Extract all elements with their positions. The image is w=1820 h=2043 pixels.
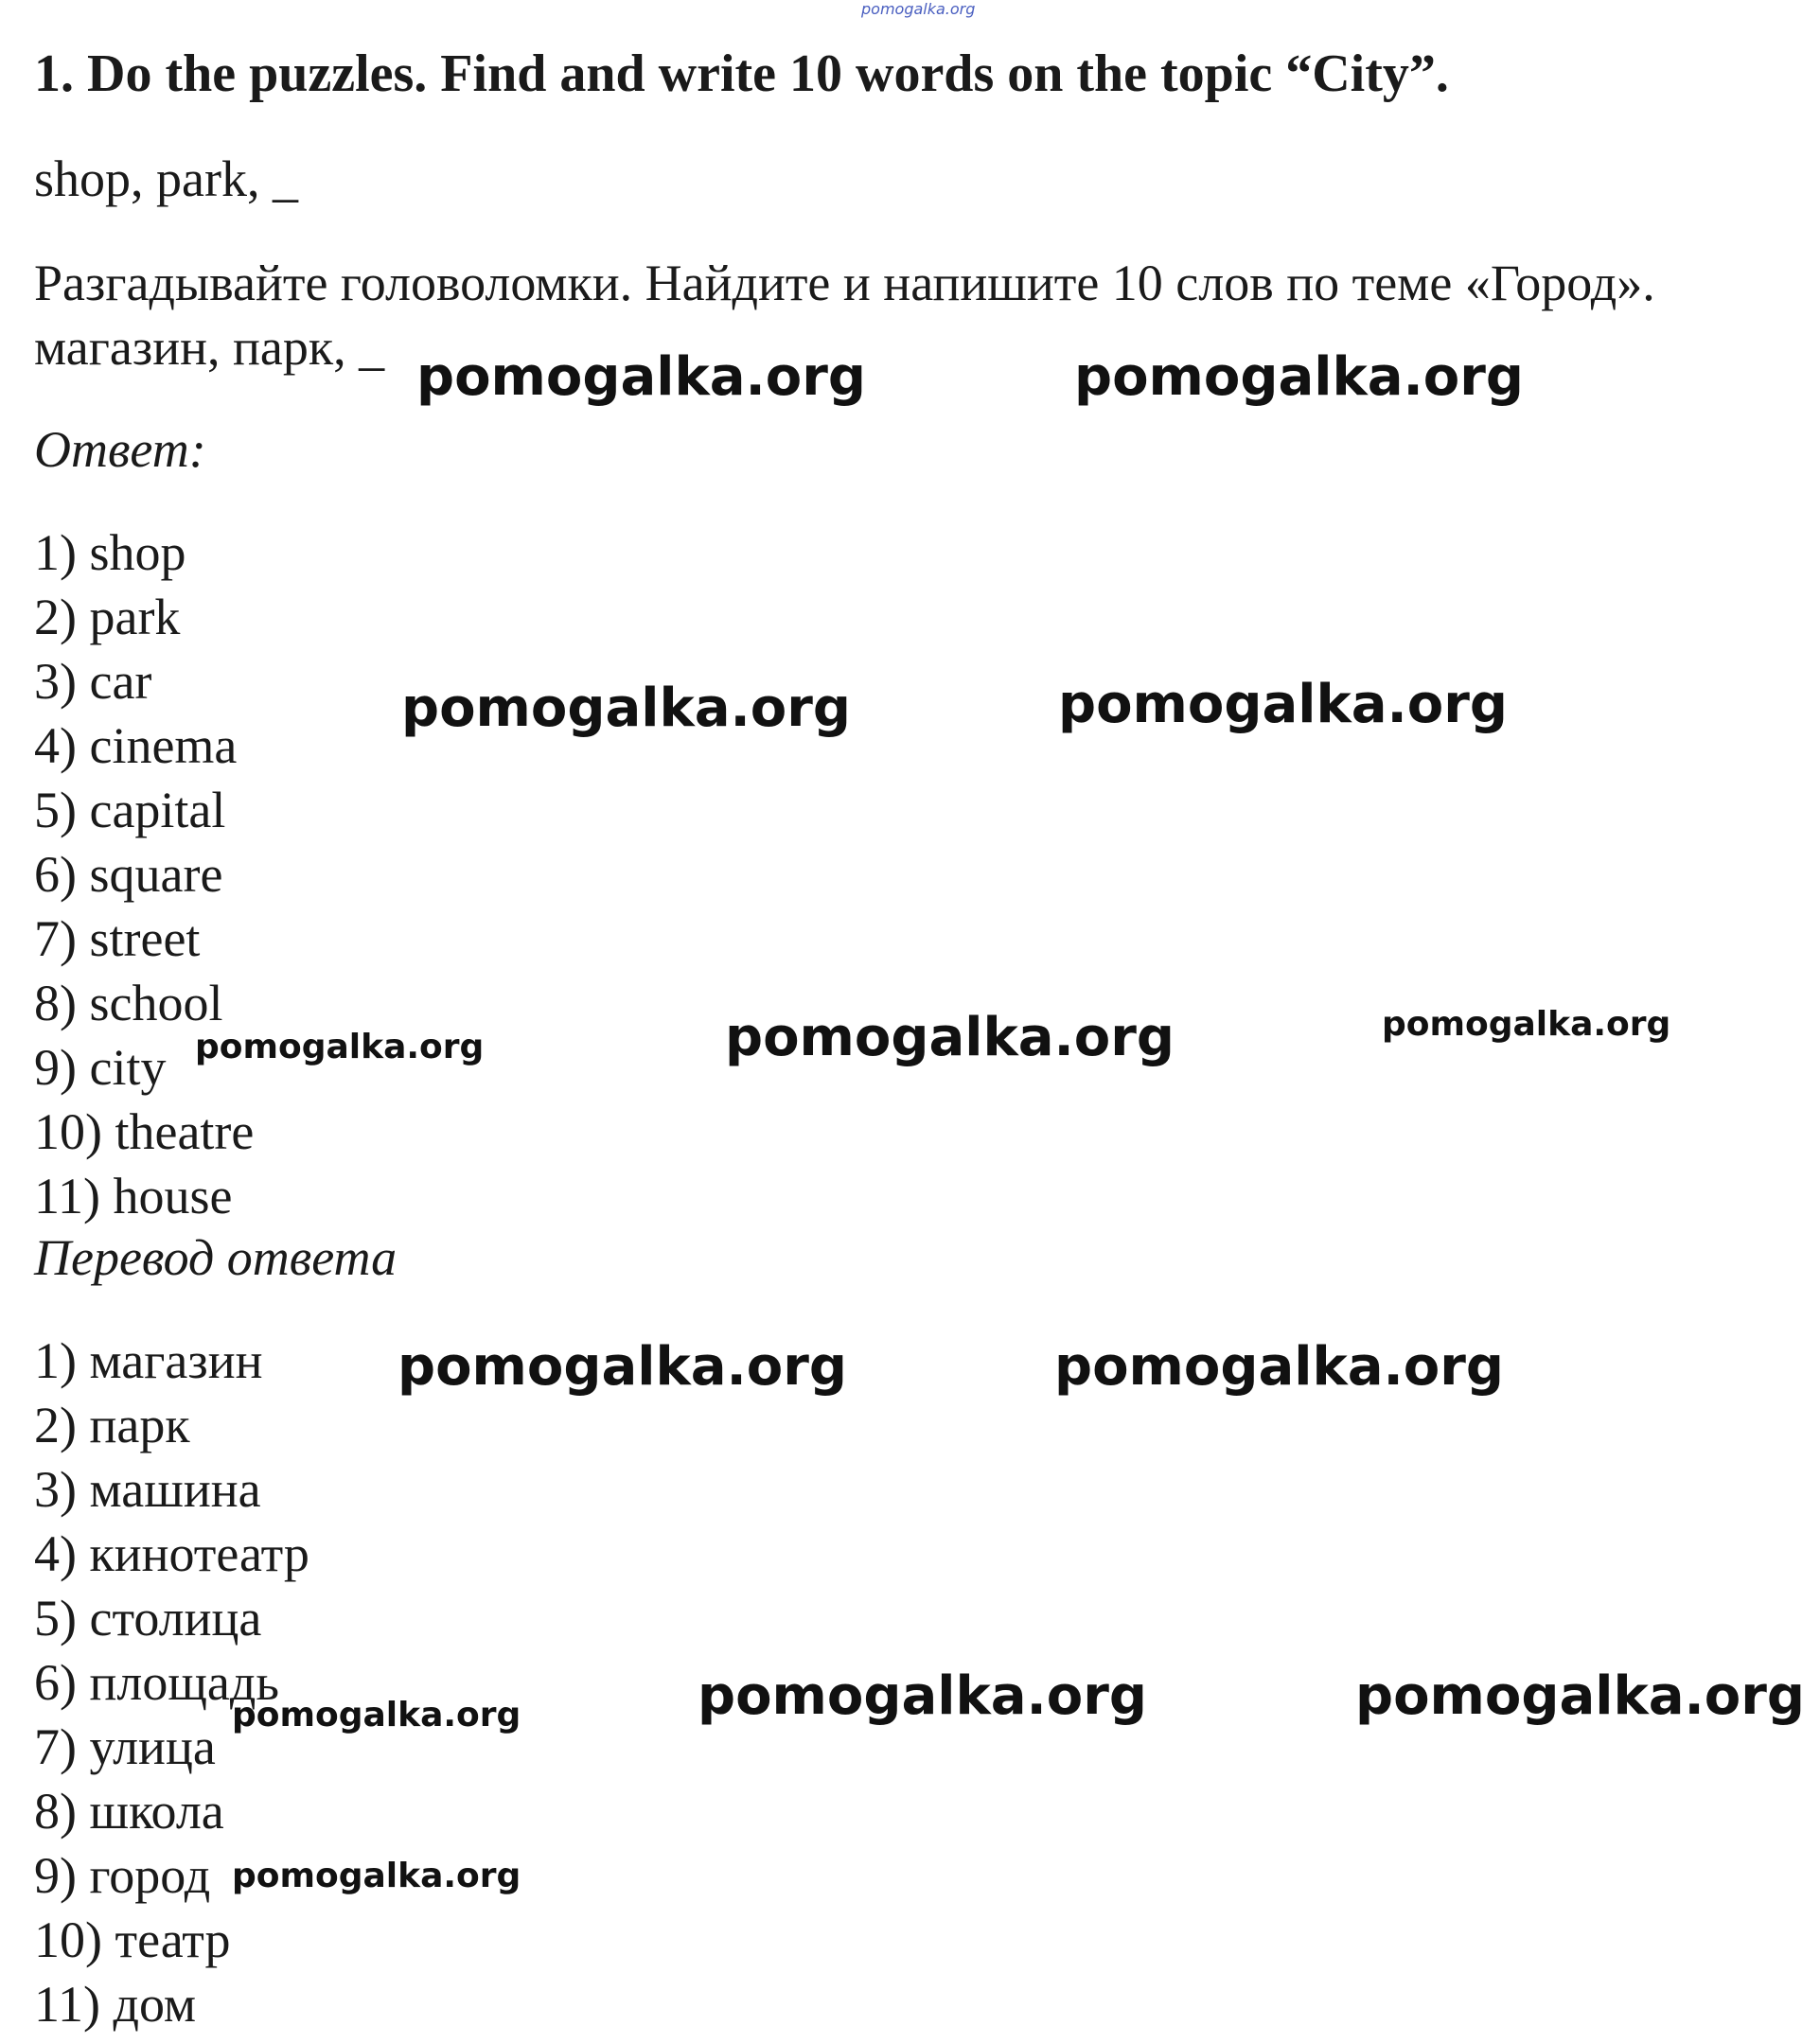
list-item: 1) магазин <box>34 1332 263 1389</box>
list-item: 7) street <box>34 910 201 967</box>
watermark: pomogalka.org <box>1382 1005 1671 1044</box>
watermark: pomogalka.org <box>398 1336 847 1398</box>
list-item: 1) shop <box>34 524 186 581</box>
list-item: 5) capital <box>34 782 226 838</box>
list-item: 8) school <box>34 975 223 1031</box>
list-item: 4) cinema <box>34 717 238 774</box>
answer-list <box>34 520 254 1228</box>
task-example: shop, park, _ <box>34 150 298 207</box>
watermark: pomogalka.org <box>401 678 851 739</box>
list-item: 11) house <box>34 1168 233 1224</box>
answer-heading: Ответ: <box>34 421 206 478</box>
list-item: 2) park <box>34 589 181 645</box>
list-item: 7) улица <box>34 1718 216 1775</box>
watermark: pomogalka.org <box>1074 346 1524 408</box>
list-item: 6) square <box>34 846 223 903</box>
watermark: pomogalka.org <box>195 1028 485 1066</box>
list-item: 3) машина <box>34 1461 261 1518</box>
watermark: pomogalka.org <box>232 1857 521 1895</box>
watermark: pomogalka.org <box>698 1665 1147 1727</box>
task-ru-instruction: Разгадывайте головоломки. Найдите и напишите 10 слов по теме «Город». <box>34 255 1655 311</box>
list-item: 4) кинотеатр <box>34 1525 309 1582</box>
list-item: 3) car <box>34 653 152 710</box>
watermark: pomogalka.org <box>1058 674 1508 735</box>
list-item: 5) столица <box>34 1590 262 1647</box>
list-item: 8) школа <box>34 1783 224 1840</box>
watermark: pomogalka.org <box>416 346 866 408</box>
list-item: 2) парк <box>34 1397 190 1453</box>
translation-list <box>34 1329 309 2036</box>
list-item: 9) город <box>34 1847 211 1904</box>
watermark: pomogalka.org <box>1054 1336 1504 1398</box>
watermark: pomogalka.org <box>725 1007 1175 1068</box>
watermark: pomogalka.org <box>232 1696 521 1735</box>
list-item: 11) дом <box>34 1976 197 2033</box>
list-item: 10) театр <box>34 1911 231 1968</box>
translation-heading: Перевод ответа <box>34 1229 398 1286</box>
watermark: pomogalka.org <box>1355 1665 1805 1727</box>
watermark-top: pomogalka.org <box>861 0 976 18</box>
list-item: 9) city <box>34 1039 167 1096</box>
task-title: 1. Do the puzzles. Find and write 10 words on the topic “City”. <box>34 44 1449 103</box>
task-ru-example: магазин, парк, _ <box>34 319 385 376</box>
list-item: 10) theatre <box>34 1103 255 1160</box>
list-item: 6) площадь <box>34 1654 279 1711</box>
